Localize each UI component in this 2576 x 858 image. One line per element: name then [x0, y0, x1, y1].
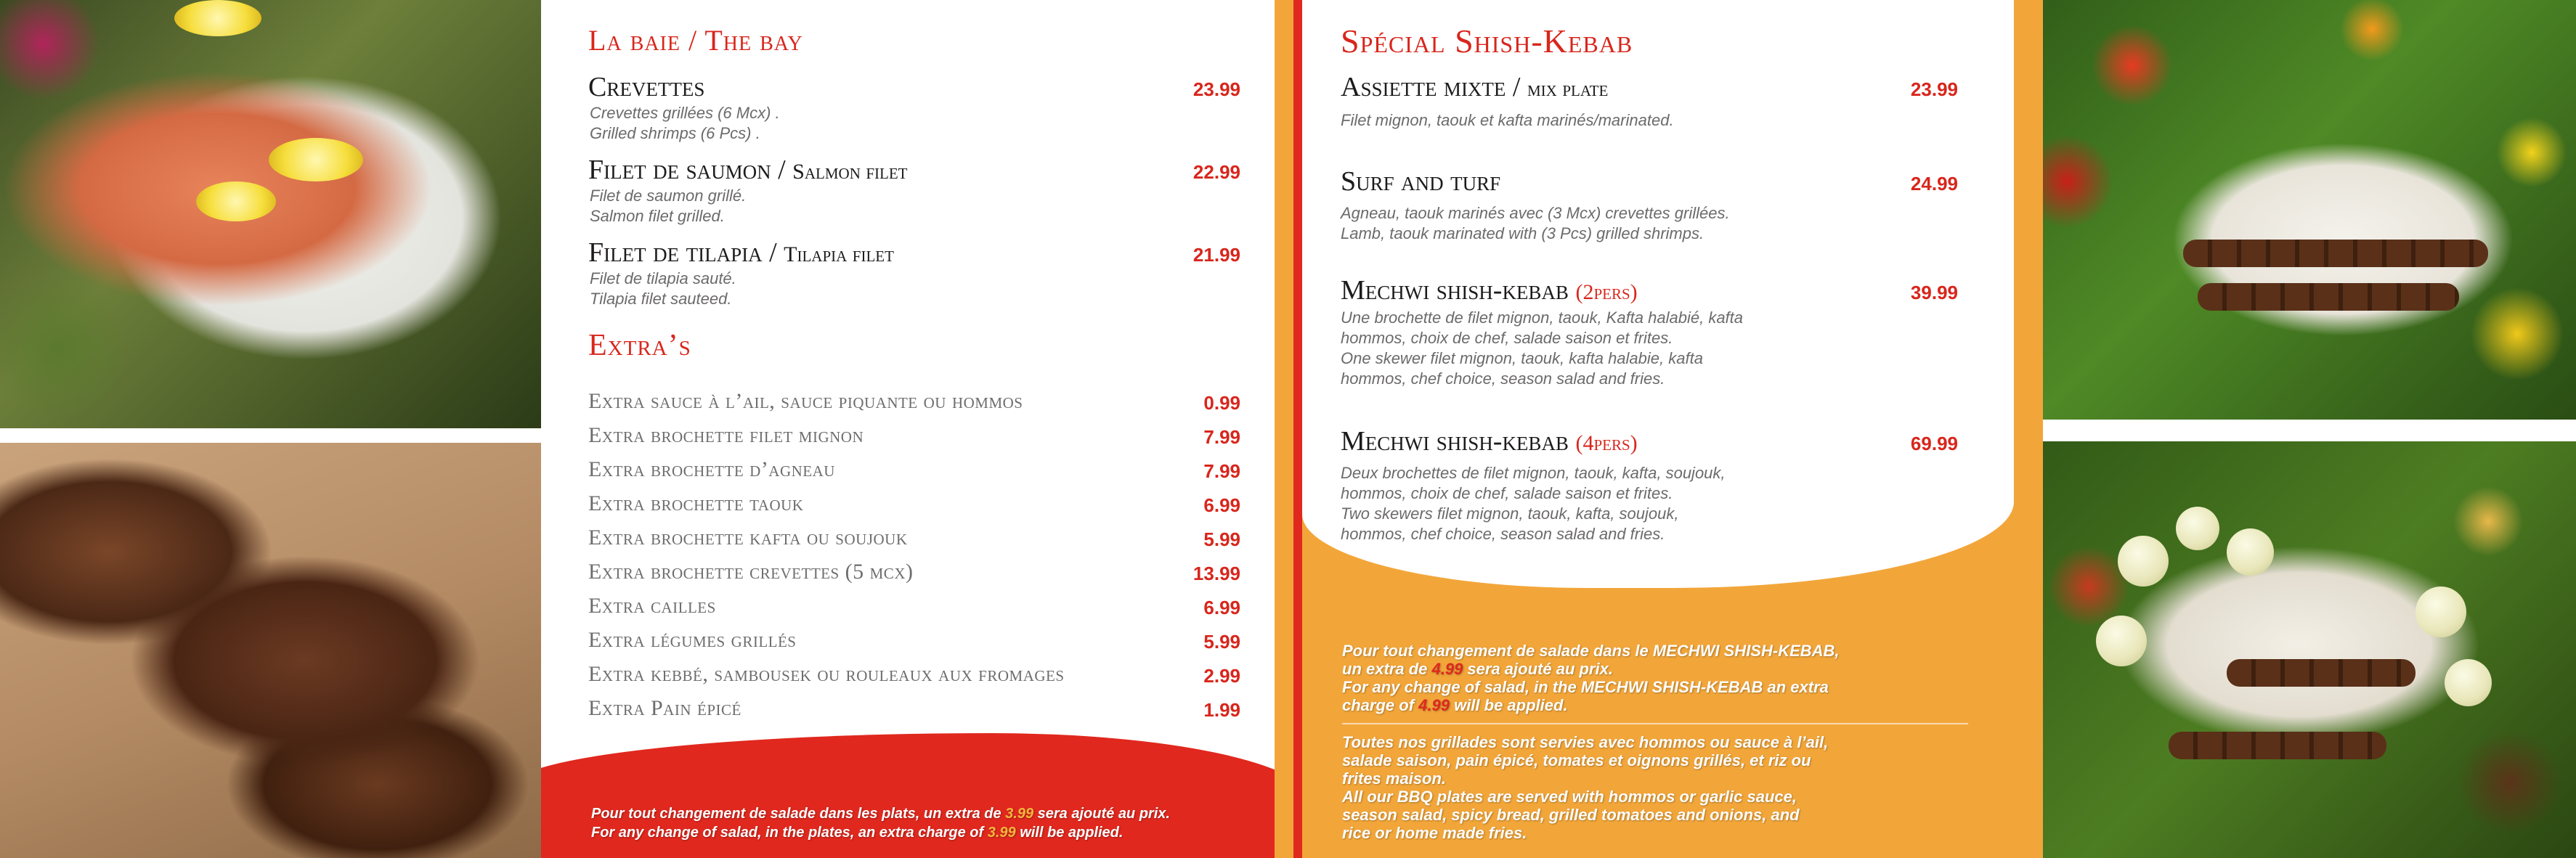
- menu-item-name: Crevettes: [588, 72, 705, 102]
- menu-item-price: 23.99: [1192, 78, 1240, 100]
- menu-item-name: Filet de tilapia / Tilapia filet: [588, 237, 894, 268]
- extra-item-price: 0.99: [1203, 392, 1240, 414]
- menu-item-description: Agneau, taouk marinés avec (3 Mcx) crevettes grillées. Lamb, taouk marinated with (3 Pcs) grilled shrimps.: [1341, 204, 1730, 242]
- menu-item-price: 21.99: [1192, 244, 1240, 266]
- extra-item-price: 6.99: [1203, 597, 1240, 618]
- menu-item-price: 23.99: [1910, 78, 1958, 100]
- extra-item-name: Extra Pain épicé: [588, 696, 741, 720]
- menu-item-price: 22.99: [1192, 161, 1240, 183]
- menu-item-name: Assiette mixte / mix plate: [1341, 72, 1609, 102]
- extra-item-name: Extra brochette taouk: [588, 491, 804, 515]
- menu-item-name: Mechwi shish-kebab (2pers): [1341, 275, 1638, 306]
- extra-item-price: 7.99: [1203, 460, 1240, 482]
- grilled-lamb-chops-photo: [0, 443, 541, 858]
- extra-item-price: 2.99: [1203, 665, 1240, 687]
- extra-item-price: 13.99: [1192, 563, 1240, 584]
- menu-item-description: Filet de tilapia sauté. Tilapia filet sauteed.: [590, 269, 736, 308]
- extra-item-name: Extra cailles: [588, 594, 716, 618]
- salad-change-note: Pour tout changement de salade dans les plats, un extra de 3.99 sera ajouté au prix. For any change of salad, in the plates, an extra charge of 3.99 will be applied.: [591, 806, 1170, 841]
- extra-item-price: 5.99: [1203, 631, 1240, 653]
- extra-item-name: Extra sauce à l’ail, sauce piquante ou hommos: [588, 389, 1023, 413]
- menu-item-name: Filet de saumon / Salmon filet: [588, 155, 908, 185]
- menu-item-price: 69.99: [1910, 433, 1958, 454]
- extra-item-price: 7.99: [1203, 426, 1240, 448]
- extra-item-price: 6.99: [1203, 494, 1240, 516]
- section-title-bay: La baie / The bay: [588, 24, 803, 57]
- extra-item-name: Extra kebbé, sambousek ou rouleaux aux fromages: [588, 662, 1065, 686]
- extra-item-name: Extra brochette d’agneau: [588, 457, 835, 481]
- mechwi-salad-change-note: Pour tout changement de salade dans le MECHWI SHISH-KEBAB, un extra de 4.99 sera ajouté au prix. For any change of salad, in the MECHWI SHISH-KEBAB an extra charge of 4.99 will be applied.: [1342, 642, 1840, 714]
- menu-item-description: Deux brochettes de filet mignon, taouk, kafta, soujouk, hommos, choix de chef, salade saison et frites. Two skewers filet mignon, taouk, kafta, soujouk, hommos, chef choice, season salad and fries.: [1341, 464, 1726, 543]
- menu-item-name: Mechwi shish-kebab (4pers): [1341, 426, 1638, 457]
- menu-item-description: Filet de saumon grillé. Salmon filet grilled.: [590, 187, 747, 225]
- extra-item-price: 5.99: [1203, 528, 1240, 550]
- section-title-extras: Extra’s: [588, 329, 691, 362]
- menu-item-description: Une brochette de filet mignon, taouk, Kafta halabié, kafta hommos, choix de chef, salade saison et frites. One skewer filet mignon, taouk, kafta halabie, kafta hommos, chef choice, season salad and fries.: [1341, 309, 1744, 388]
- extra-item-name: Extra légumes grillés: [588, 628, 797, 652]
- extra-item-name: Extra brochette crevettes (5 mcx): [588, 560, 914, 584]
- grilled-salmon-photo: [0, 0, 541, 428]
- menu-item-name: Surf and turf: [1341, 166, 1501, 197]
- menu-item-price: 39.99: [1910, 282, 1958, 303]
- fold-red-line: [1293, 0, 1302, 858]
- extra-item-name: Extra brochette filet mignon: [588, 423, 864, 447]
- bbq-plates-note: Toutes nos grillades sont servies avec hommos ou sauce à l’ail, salade saison, pain épicé, tomates et oignons grillés, et riz ou frites maison. All our BBQ plates are served with hommos or garlic sauce, season salad, spicy bread, grilled tomatoes and onions, and rice or home made fries.: [1342, 733, 1829, 842]
- extra-item-price: 1.99: [1203, 699, 1240, 721]
- menu-item-description: Filet mignon, taouk et kafta marinés/marinated.: [1341, 111, 1674, 129]
- extra-item-name: Extra brochette kafta ou soujouk: [588, 526, 908, 549]
- section-title-shish-kebab: Spécial Shish-Kebab: [1341, 23, 1633, 60]
- note-divider: [1342, 723, 1968, 724]
- menu-item-description: Crevettes grillées (6 Mcx) . Grilled shrimps (6 Pcs) .: [590, 104, 780, 142]
- kebab-platter-photo: [2009, 441, 2576, 858]
- menu-item-price: 24.99: [1910, 173, 1958, 195]
- fold-stripe: [1275, 0, 1293, 858]
- fresh-vegetables-photo: [2009, 0, 2576, 420]
